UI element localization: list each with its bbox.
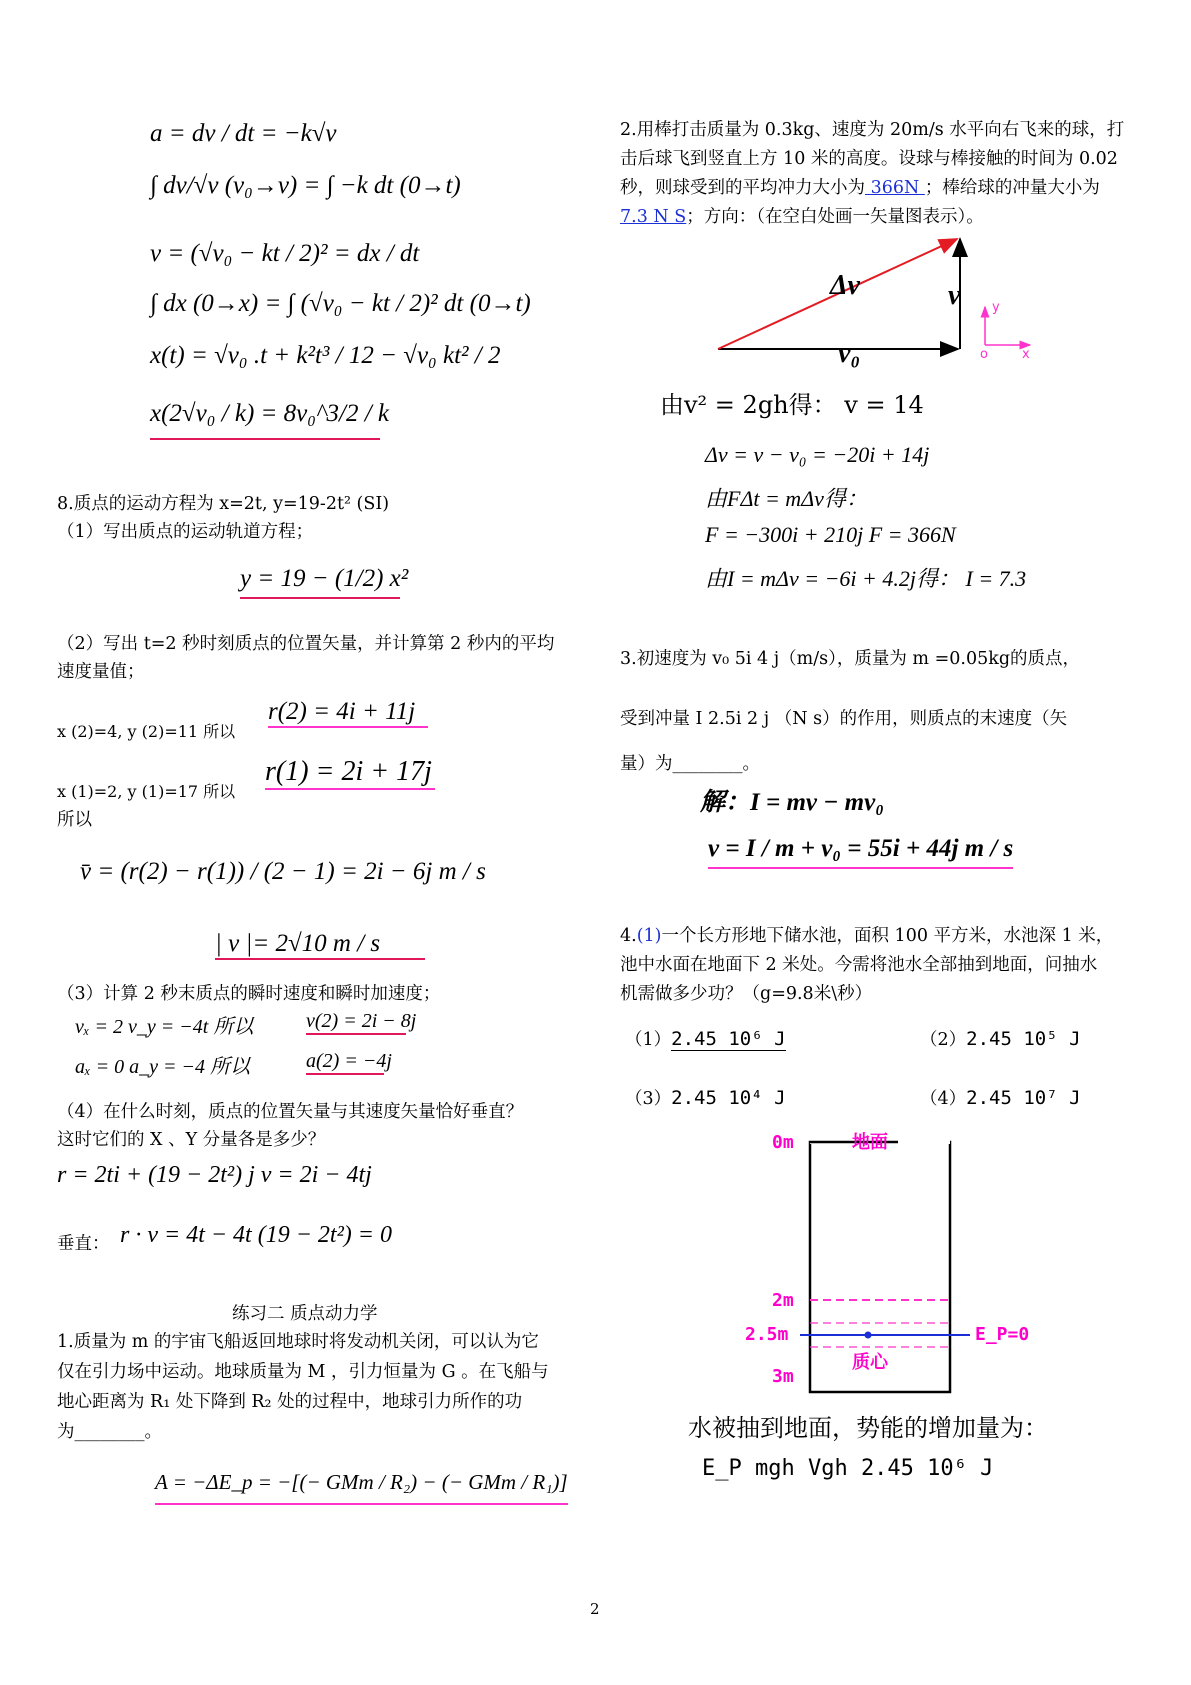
q2-line2: 击后球飞到竖直上方 10 米的高度。设球与棒接触的时间为 0.02 xyxy=(620,149,1118,169)
v0-label: v₀ xyxy=(838,338,861,369)
q8-part3: （3）计算 2 秒末质点的瞬时速度和瞬时加速度； xyxy=(57,984,441,1004)
option-1 xyxy=(625,1025,786,1054)
q4-answer-text: 水被抽到地面，势能的增加量为： xyxy=(688,1414,1048,1442)
eq-position-result: x(2√v₀ / k) = 8v₀^3/2 / k xyxy=(150,400,380,440)
q8-so: 所以 xyxy=(57,810,92,830)
q2-force-answer: 366N xyxy=(865,178,925,198)
q3-line1: 3.初速度为 v₀ 5i 4 j（m/s），质量为 m =0.05kg的质点， xyxy=(620,649,1081,669)
q8-part3-a: aₓ = 0 a_y = −4 所以 xyxy=(75,1056,251,1078)
q8-velocity-magnitude: | v |= 2√10 m / s xyxy=(215,930,425,960)
eq-position: x(t) = √v₀ .t + k²t³ / 12 − √v₀ kt² / 2 xyxy=(150,342,501,369)
eq-velocity: v = (√v₀ − kt / 2)² = dx / dt xyxy=(150,240,420,267)
q2-line3-tail: ；棒给球的冲量大小为 xyxy=(924,178,1100,198)
axis-x-label: x xyxy=(1022,347,1030,362)
q2-eq2: Δv = v − v₀ = −20i + 14j xyxy=(705,442,930,467)
q8-part3-v-answer: v(2) = 2i − 8j xyxy=(306,1010,406,1035)
option-2-label: （2） xyxy=(920,1030,967,1050)
option-3-label: （3） xyxy=(625,1089,672,1109)
q3-eq2: v = I / m + v₀ = 55i + 44j m / s xyxy=(708,835,1013,869)
q3-eq1: 解：I = mv − mv₀ xyxy=(700,789,884,816)
q1-line4: 为________。 xyxy=(57,1422,162,1442)
q8-part4-line1: （4）在什么时刻，质点的位置矢量与其速度矢量恰好垂直？ xyxy=(57,1102,524,1122)
section-title: 练习二 质点动力学 xyxy=(232,1304,378,1324)
eq-integral-position: ∫ dx (0→x) = ∫ (√v₀ − kt / 2)² dt (0→t) xyxy=(150,290,531,317)
q2-line4-tail: ；方向：（在空白处画一矢量图表示）。 xyxy=(686,207,984,227)
q4-line1-text: 一个长方形地下储水池，面积 100 平方米，水池深 1 米， xyxy=(661,926,1114,946)
q1-line1: 1.质量为 m 的宇宙飞船返回地球时将发动机关闭，可以认为它 xyxy=(57,1332,539,1352)
q2-line3-text: 秒，则球受到的平均冲力大小为 xyxy=(620,178,865,198)
q4-line2: 池中水面在地面下 2 米处。今需将池水全部抽到地面，问抽水 xyxy=(620,955,1098,975)
q8-r1: r(1) = 2i + 17j xyxy=(265,756,435,790)
q1-line3: 地心距离为 R₁ 处下降到 R₂ 处的过程中，地球引力所作的功 xyxy=(57,1392,523,1412)
vector-diagram xyxy=(700,225,1060,370)
delta-v-label: Δv xyxy=(830,270,860,301)
q1-line2: 仅在引力场中运动。地球质量为 M ，引力恒量为 G 。在飞船与 xyxy=(57,1362,549,1382)
q8-perp-label: 垂直： xyxy=(57,1234,110,1254)
q3-line2: 受到冲量 I 2.5i 2 j （N s）的作用，则质点的末速度（矢 xyxy=(620,709,1068,729)
q8-part4-line2: 这时它们的 X 、Y 分量各是多少？ xyxy=(57,1130,326,1150)
axis-y-label: y xyxy=(992,300,1000,315)
q8-title: 8.质点的运动方程为 x=2t, y=19-2t² (SI) xyxy=(57,494,390,514)
tank-label-2m: 2m xyxy=(772,1290,794,1311)
option-1-value: 2.45 10⁶ J xyxy=(671,1028,786,1050)
q2-eq5: 由I = mΔv = −6i + 4.2j得： I = 7.3 xyxy=(705,566,1027,591)
q2-eq4: F = −300i + 210j F = 366N xyxy=(705,522,956,547)
tank-label-0m: 0m xyxy=(772,1132,794,1153)
page-number: 2 xyxy=(590,1600,600,1618)
tank-label-2-5m: 2.5m xyxy=(745,1324,789,1345)
tank-label-ground: 地面 xyxy=(852,1132,888,1153)
q8-part2-line1: （2）写出 t=2 秒时刻质点的位置矢量，并计算第 2 秒内的平均 xyxy=(57,634,555,654)
q8-average-velocity: v̄ = (r(2) − r(1)) / (2 − 1) = 2i − 6j m / s xyxy=(80,858,486,885)
q2-eq3: 由FΔt = mΔv得： xyxy=(705,486,868,511)
q1-answer: A = −ΔE_p = −[(− GMm / R₂) − (− GMm / R₁)] xyxy=(155,1470,568,1505)
option-4-value: 2.45 10⁷ J xyxy=(966,1087,1081,1109)
tank-label-center: 质心 xyxy=(852,1352,888,1373)
q8-part4-eq: r = 2ti + (19 − 2t²) j v = 2i − 4tj xyxy=(57,1162,372,1188)
q4-sub-number: (1) xyxy=(636,926,662,946)
tank-label-3m: 3m xyxy=(772,1366,794,1387)
q2-line3 xyxy=(620,174,1100,202)
option-3-value: 2.45 10⁴ J xyxy=(671,1087,786,1109)
tank-label-ep: E_P=0 xyxy=(975,1324,1030,1345)
q4-answer-eq: E_P mgh Vgh 2.45 10⁶ J xyxy=(702,1456,994,1481)
v-label: v xyxy=(948,280,961,311)
q4-line3: 机需做多少功？（g=9.8米\秒） xyxy=(620,984,873,1004)
option-1-label: （1） xyxy=(625,1030,672,1050)
q4-line1 xyxy=(620,922,1113,950)
tank-diagram xyxy=(800,1128,980,1408)
option-4 xyxy=(920,1084,1081,1113)
option-3 xyxy=(625,1084,786,1113)
q4-number: 4. xyxy=(620,926,637,946)
q2-line1: 2.用棒打击质量为 0.3kg、速度为 20m/s 水平向右飞来的球，打 xyxy=(620,120,1125,140)
q8-r2: r(2) = 4i + 11j xyxy=(268,698,428,728)
q3-line3: 量）为________。 xyxy=(620,754,760,774)
eq-acceleration: a = dv / dt = −k√v xyxy=(150,120,337,147)
q2-impulse-answer: 7.3 N S xyxy=(620,207,687,227)
q8-x1-y1: x (1)=2, y (1)=17 所以 xyxy=(57,782,236,801)
q8-perp-eq: r · v = 4t − 4t (19 − 2t²) = 0 xyxy=(120,1222,392,1248)
q8-part3-v: vₓ = 2 v_y = −4t 所以 xyxy=(75,1016,254,1038)
axis-o-label: o xyxy=(980,347,988,362)
q8-part1-answer: y = 19 − (1/2) x² xyxy=(240,565,400,599)
option-2-value: 2.45 10⁵ J xyxy=(966,1028,1081,1050)
option-4-label: （4） xyxy=(920,1089,967,1109)
q2-eq1: 由v² = 2gh得： v = 14 xyxy=(660,391,924,419)
q8-part2-line2: 速度量值； xyxy=(57,662,145,682)
q8-x2-y2: x (2)=4, y (2)=11 所以 xyxy=(57,722,236,741)
q8-part1: （1）写出质点的运动轨道方程； xyxy=(57,522,314,542)
q8-part3-a-answer: a(2) = −4j xyxy=(306,1050,384,1075)
option-2 xyxy=(920,1025,1081,1054)
eq-integral-velocity: ∫ dv/√v (v₀→v) = ∫ −k dt (0→t) xyxy=(150,172,461,199)
